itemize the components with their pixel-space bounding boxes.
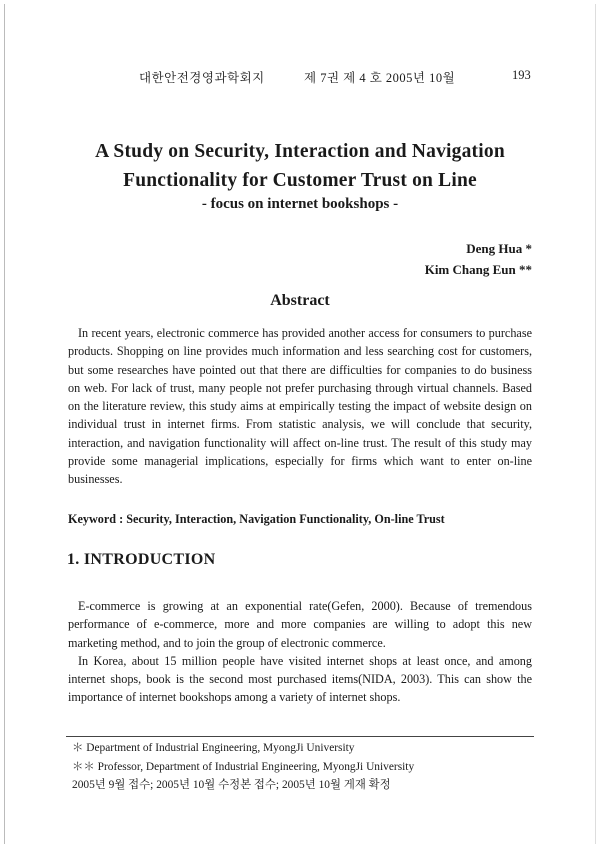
footnote-dates: 2005년 9월 접수; 2005년 10월 수정본 접수; 2005년 10월 게재 확정 — [72, 779, 391, 791]
footnote-divider — [66, 736, 534, 737]
journal-name: 대한안전경영과학회지 — [139, 71, 265, 85]
abstract-heading: Abstract — [270, 292, 330, 309]
author-1: Deng Hua * — [466, 241, 532, 256]
section-heading: 1. INTRODUCTION — [67, 551, 216, 568]
footnote-2: ＊＊ Professor, Department of Industrial Engineering, MyongJi University — [72, 760, 415, 773]
footnote-1: ＊ Department of Industrial Engineering, MyongJi University — [72, 742, 355, 754]
title-line-1: A Study on Security, Interaction and Navigation — [95, 141, 505, 162]
introduction-body — [68, 597, 532, 707]
paragraph: In Korea, about 15 million people have visited internet shops at least once, and among internet shops, book is the second most purchased items(NIDA, 2003). This can show the importance of internet bookshops among a variety of internet shops. — [68, 653, 532, 705]
issue-info: 제 7권 제 4 호 2005년 10월 — [304, 71, 456, 85]
footnotes — [72, 739, 532, 795]
page-number: 193 — [512, 68, 531, 82]
paragraph: E-commerce is growing at an exponential rate(Gefen, 2000). Because of tremendous performance of e-commerce, more and more companies are willing to adopt this new marketing method, and to join the group of electronic commerce. — [68, 599, 532, 650]
author-list — [425, 238, 532, 280]
paper-title — [0, 137, 600, 195]
paper-subtitle: - focus on internet bookshops - — [201, 196, 399, 212]
title-line-2: Functionality for Customer Trust on Line — [123, 170, 477, 191]
abstract-text: In recent years, electronic commerce has provided another access for consumers to purchase products. Shopping on line provides much information and less searching cost for customers, but some researches have pointed out that there are difficulties for companies to do business on web. For lack of trust, many people not prefer purchasing through virtual channels. Based on the literature review, this study aims at empirically testing the impact of website design on individual trust in internet firms. From statistic analysis, we will conclude that security, interaction, and navigation functionality will affect on-line trust. The result of this study may provide some managerial implications, especially for firms which want to enter on-line businesses. — [68, 326, 532, 487]
running-header — [0, 68, 600, 88]
author-2: Kim Chang Eun ** — [424, 262, 532, 277]
keywords: Keyword : Security, Interaction, Navigation Functionality, On-line Trust — [68, 512, 445, 526]
